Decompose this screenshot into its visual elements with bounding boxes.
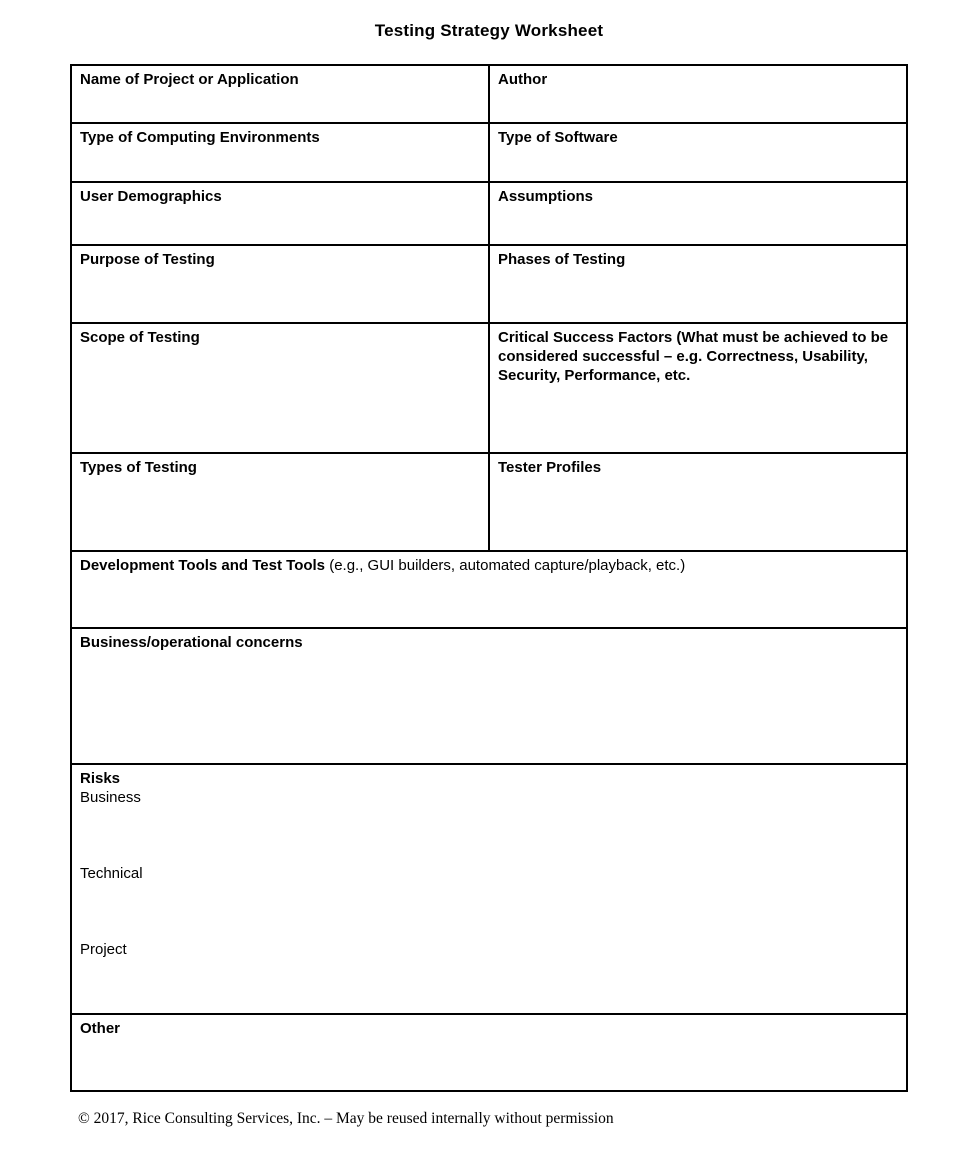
cell-tester-profiles — [489, 453, 907, 551]
table-row — [71, 1014, 907, 1091]
user-demographics-label: User Demographics — [80, 188, 222, 205]
cell-critical-success-factors — [489, 323, 907, 453]
cell-software-type — [489, 123, 907, 182]
risk-technical-label: Technical — [80, 865, 143, 882]
table-row — [71, 182, 907, 245]
table-row — [71, 628, 907, 764]
dev-tools-label: Development Tools and Test Tools — [80, 557, 326, 574]
purpose-of-testing-label: Purpose of Testing — [80, 251, 215, 268]
page-title: Testing Strategy Worksheet — [374, 21, 604, 40]
cell-author — [489, 65, 907, 123]
risks-label: Risks — [80, 770, 121, 787]
table-row — [71, 123, 907, 182]
worksheet-table — [70, 64, 908, 1092]
risk-business-label: Business — [80, 789, 141, 806]
copyright-footer: © 2017, Rice Consulting Services, Inc. – May be reused internally without permission — [78, 1110, 614, 1127]
dev-tools-hint: (e.g., GUI builders, automated capture/playback, etc.) — [325, 557, 686, 574]
cell-phases-of-testing — [489, 245, 907, 323]
tester-profiles-label: Tester Profiles — [498, 459, 602, 476]
scope-of-testing-label: Scope of Testing — [80, 329, 200, 346]
table-row — [71, 245, 907, 323]
cell-assumptions — [489, 182, 907, 245]
cell-business-concerns — [71, 628, 907, 764]
cell-project-name — [71, 65, 489, 123]
cell-computing-environments — [71, 123, 489, 182]
project-name-label: Name of Project or Application — [80, 71, 299, 88]
software-type-label: Type of Software — [498, 129, 618, 146]
risk-project-label: Project — [80, 941, 127, 958]
table-row — [71, 764, 907, 1014]
cell-types-of-testing — [71, 453, 489, 551]
cell-other — [71, 1014, 907, 1091]
cell-scope-of-testing — [71, 323, 489, 453]
assumptions-label: Assumptions — [498, 188, 594, 205]
cell-risks — [71, 764, 907, 1014]
computing-environments-label: Type of Computing Environments — [80, 129, 320, 146]
cell-user-demographics — [71, 182, 489, 245]
table-row — [71, 551, 907, 628]
types-of-testing-label: Types of Testing — [80, 459, 197, 476]
business-concerns-label: Business/operational concerns — [80, 634, 303, 651]
table-row — [71, 323, 907, 453]
author-label: Author — [498, 71, 548, 88]
cell-dev-tools — [71, 551, 907, 628]
table-row — [71, 65, 907, 123]
critical-success-factors-label: Critical Success Factors (What must be achieved to be considered successful – e.g. Correctness, Usability, Security, Performance, etc. — [498, 329, 889, 384]
table-row — [71, 453, 907, 551]
phases-of-testing-label: Phases of Testing — [498, 251, 626, 268]
other-label: Other — [80, 1020, 121, 1037]
cell-purpose-of-testing — [71, 245, 489, 323]
